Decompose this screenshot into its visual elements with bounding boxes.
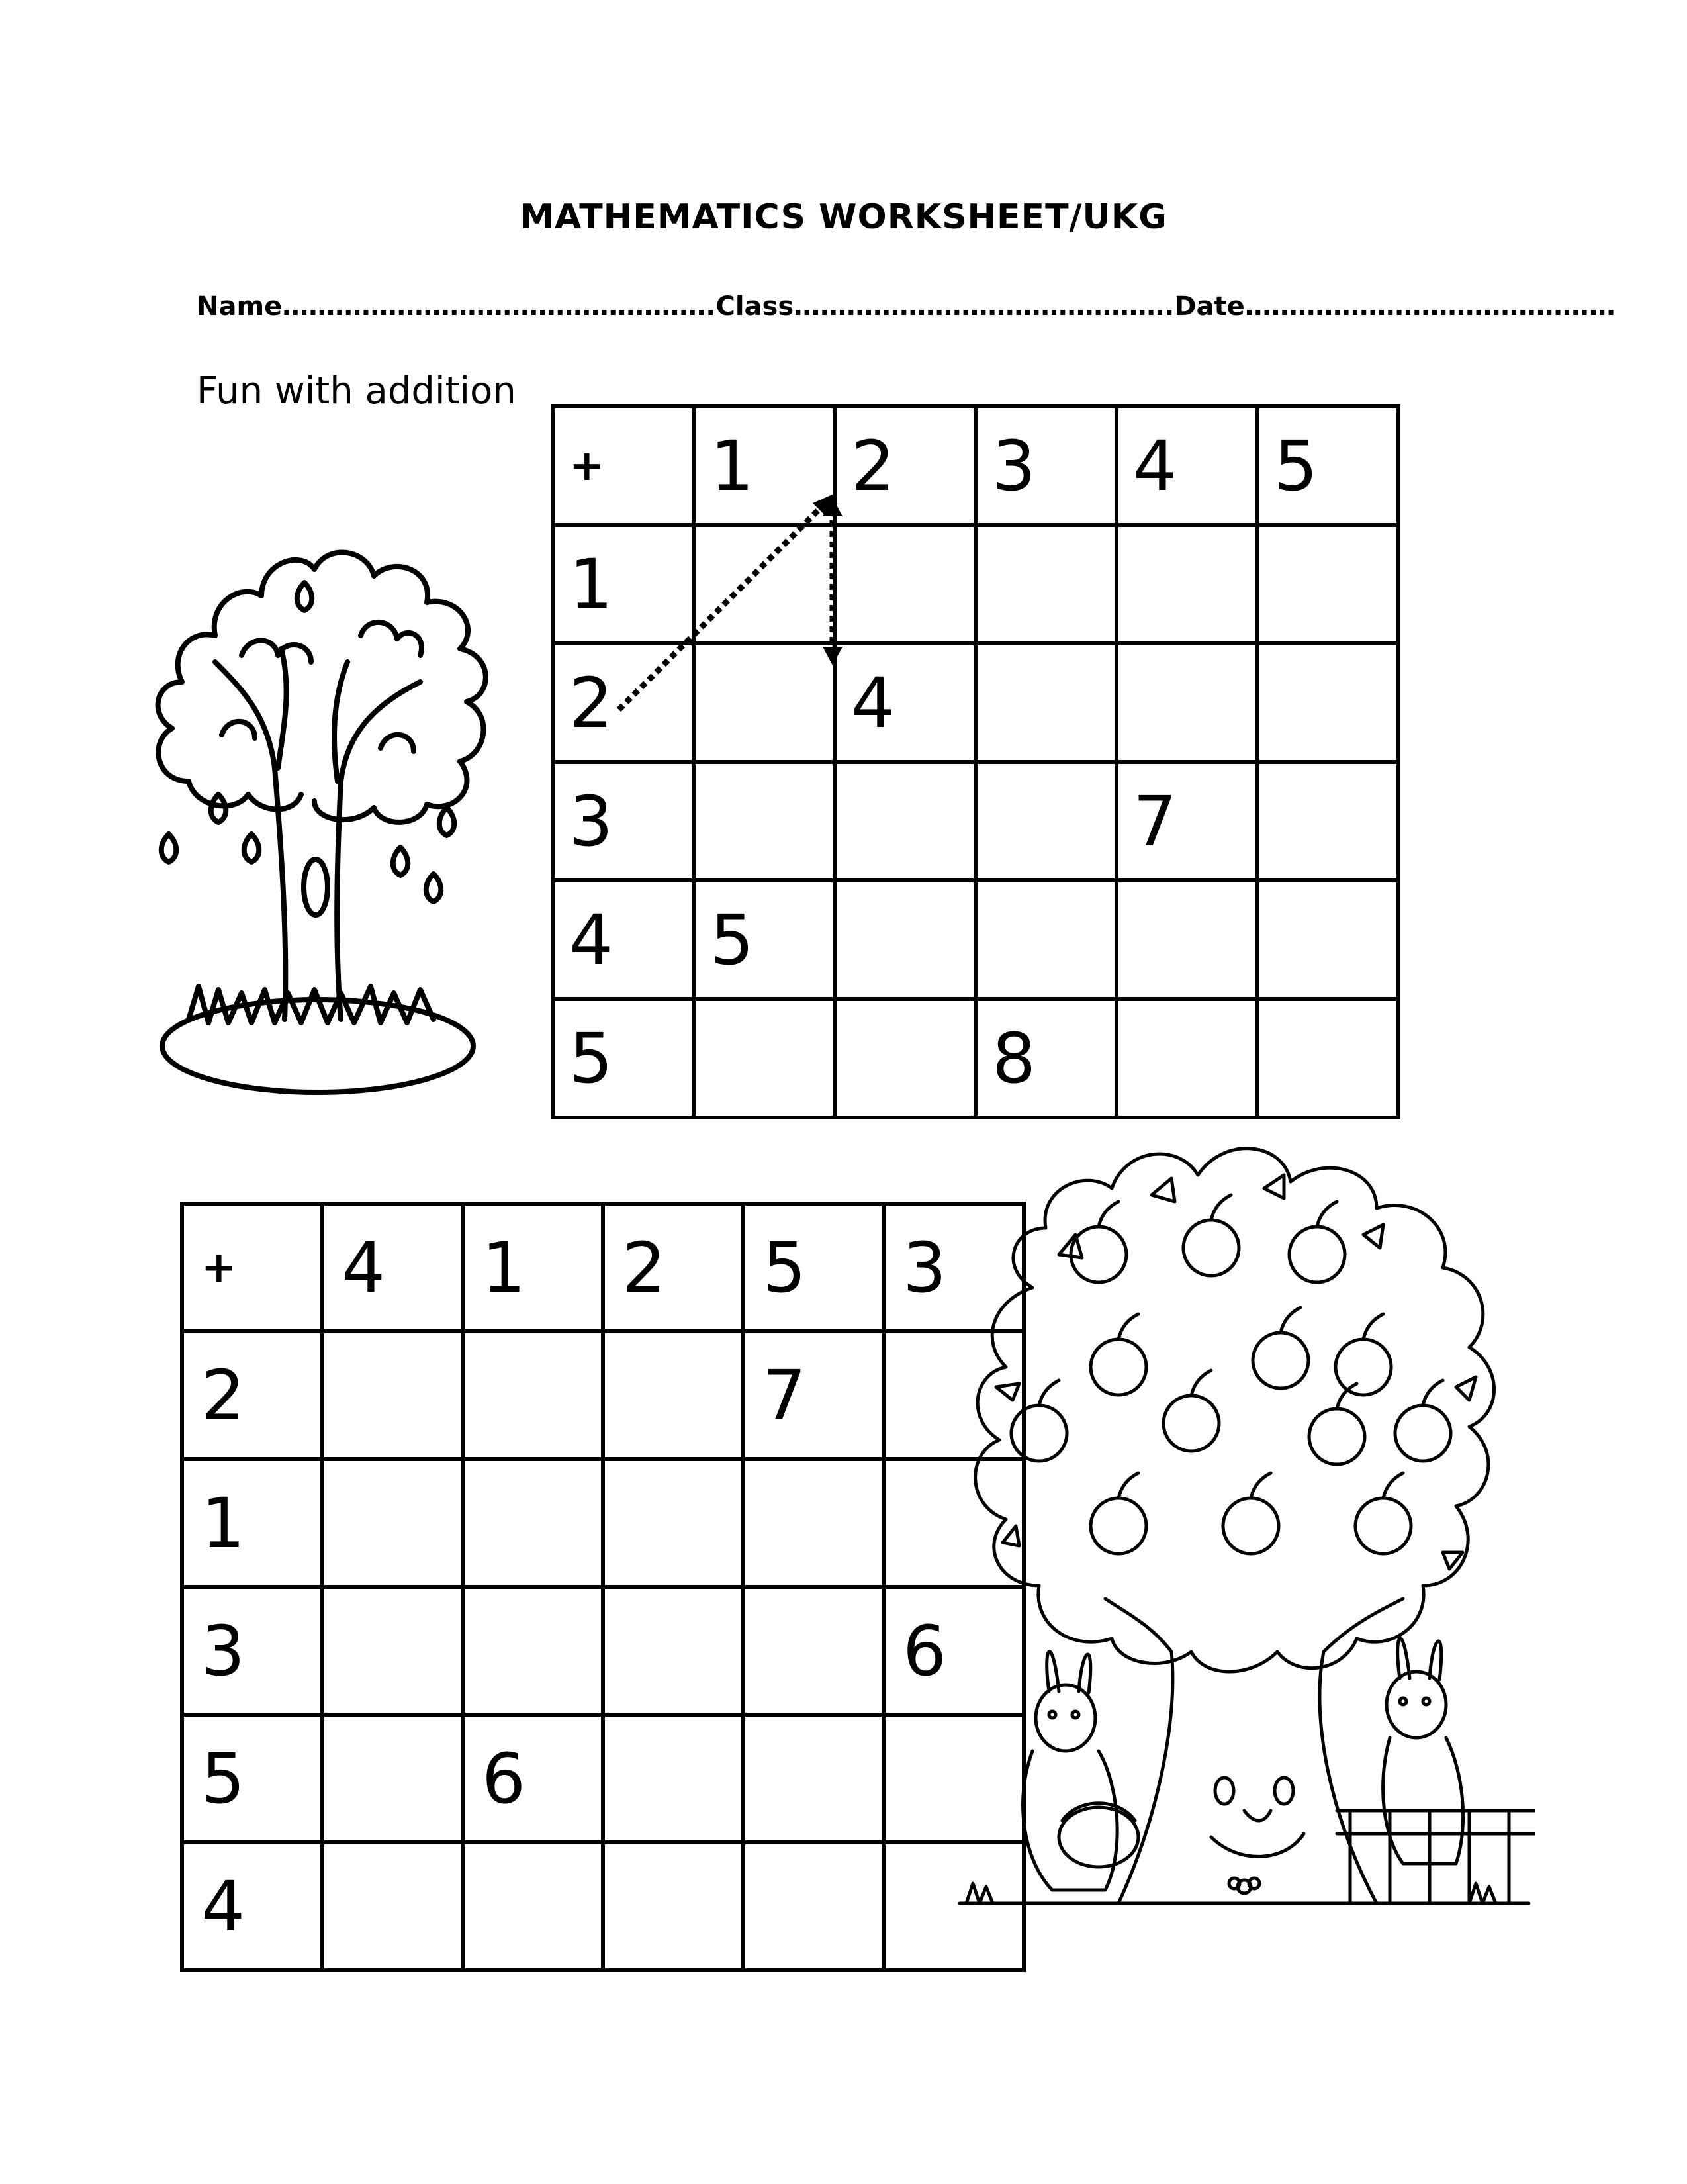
- grid2-cell[interactable]: [603, 1459, 743, 1587]
- grid2-row: [182, 1459, 1024, 1587]
- grid1-row: [553, 762, 1398, 880]
- grid2-cell[interactable]: [322, 1587, 463, 1715]
- grid1-cell[interactable]: 5: [694, 880, 835, 999]
- worksheet-title: MATHEMATICS WORKSHEET/UKG: [520, 197, 1167, 237]
- grid2-cell[interactable]: [322, 1459, 463, 1587]
- grid1-cell[interactable]: [976, 762, 1117, 880]
- grid1-cell[interactable]: [1257, 999, 1398, 1117]
- name-field-label: Name………………………………………….: [197, 291, 716, 322]
- grid2-cell[interactable]: [603, 1587, 743, 1715]
- grid2-header-row: [182, 1204, 1024, 1331]
- grid1-column-header: 3: [976, 406, 1117, 525]
- grid1-cell[interactable]: [1257, 762, 1398, 880]
- grid1-header-row: [553, 406, 1398, 525]
- grid2-column-header: 3: [884, 1204, 1024, 1331]
- grid1-cell[interactable]: 8: [976, 999, 1117, 1117]
- grid2-cell[interactable]: [322, 1842, 463, 1970]
- grid1-cell[interactable]: [976, 643, 1117, 762]
- grid2-cell[interactable]: [603, 1842, 743, 1970]
- grid1-cell[interactable]: [1117, 880, 1257, 999]
- grid2-row: [182, 1715, 1024, 1842]
- grid1-column-header: 4: [1117, 406, 1257, 525]
- grid2-column-header: 2: [603, 1204, 743, 1331]
- grid2-cell[interactable]: [463, 1842, 603, 1970]
- grid2-row-header: 2: [182, 1331, 322, 1459]
- class-field-label: Class…………………………………….: [715, 291, 1175, 322]
- grid2-row: [182, 1587, 1024, 1715]
- grid2-column-header: 1: [463, 1204, 603, 1331]
- addition-grid-1: [551, 404, 1400, 1119]
- grid2-cell[interactable]: [322, 1715, 463, 1842]
- grid1-cell[interactable]: [1117, 643, 1257, 762]
- tree-with-fruits-outline-icon: [142, 437, 500, 1109]
- grid2-column-header: 5: [743, 1204, 884, 1331]
- grid1-row: [553, 643, 1398, 762]
- grid1-row-header: 3: [553, 762, 694, 880]
- grid2-cell[interactable]: [322, 1331, 463, 1459]
- grid1-cell[interactable]: [835, 762, 976, 880]
- grid1-cell[interactable]: [1257, 880, 1398, 999]
- grid2-cell[interactable]: [603, 1715, 743, 1842]
- grid2-cell[interactable]: [603, 1331, 743, 1459]
- grid1-cell[interactable]: [1117, 525, 1257, 643]
- grid1-column-header: 5: [1257, 406, 1398, 525]
- grid2-cell[interactable]: [463, 1331, 603, 1459]
- grid2-cell[interactable]: [743, 1587, 884, 1715]
- grid1-cell[interactable]: [835, 525, 976, 643]
- section-subtitle: Fun with addition: [197, 369, 516, 412]
- grid1-cell[interactable]: [694, 525, 835, 643]
- grid2-row-header: 5: [182, 1715, 322, 1842]
- addition-grid-2: [180, 1202, 1026, 1972]
- grid2-cell[interactable]: [743, 1715, 884, 1842]
- grid2-plus-sign: +: [182, 1204, 322, 1331]
- grid1-cell[interactable]: 4: [835, 643, 976, 762]
- grid1-cell[interactable]: [835, 880, 976, 999]
- grid2-row-header: 4: [182, 1842, 322, 1970]
- grid1-row-header: 2: [553, 643, 694, 762]
- student-info-line: [197, 291, 1616, 322]
- grid1-row-header: 5: [553, 999, 694, 1117]
- grid1-cell[interactable]: 7: [1117, 762, 1257, 880]
- grid2-cell[interactable]: 7: [743, 1331, 884, 1459]
- grid1-cell[interactable]: [1257, 525, 1398, 643]
- grid2-row: [182, 1331, 1024, 1459]
- grid2-column-header: 4: [322, 1204, 463, 1331]
- grid1-row: [553, 880, 1398, 999]
- grid1-column-header: 1: [694, 406, 835, 525]
- grid1-cell[interactable]: [835, 999, 976, 1117]
- apple-tree-with-rabbits-coloring-icon: [953, 1122, 1535, 1936]
- grid2-cell[interactable]: 6: [463, 1715, 603, 1842]
- grid1-cell[interactable]: [976, 880, 1117, 999]
- date-field-label: Date……………………………………: [1174, 291, 1616, 322]
- grid2-cell[interactable]: [743, 1459, 884, 1587]
- grid2-cell[interactable]: [463, 1459, 603, 1587]
- grid1-cell[interactable]: [1117, 999, 1257, 1117]
- grid1-row: [553, 999, 1398, 1117]
- grid2-row: [182, 1842, 1024, 1970]
- grid1-row-header: 4: [553, 880, 694, 999]
- grid1-cell[interactable]: [976, 525, 1117, 643]
- grid1-plus-sign: +: [553, 406, 694, 525]
- grid1-column-header: 2: [835, 406, 976, 525]
- grid1-cell[interactable]: [694, 762, 835, 880]
- grid1-cell[interactable]: [694, 643, 835, 762]
- grid1-cell[interactable]: [1257, 643, 1398, 762]
- grid2-row-header: 1: [182, 1459, 322, 1587]
- grid2-cell[interactable]: 6: [884, 1587, 1024, 1715]
- grid2-row-header: 3: [182, 1587, 322, 1715]
- grid1-cell[interactable]: [694, 999, 835, 1117]
- grid2-cell[interactable]: [463, 1587, 603, 1715]
- grid2-cell[interactable]: [743, 1842, 884, 1970]
- grid1-row-header: 1: [553, 525, 694, 643]
- grid1-row: [553, 525, 1398, 643]
